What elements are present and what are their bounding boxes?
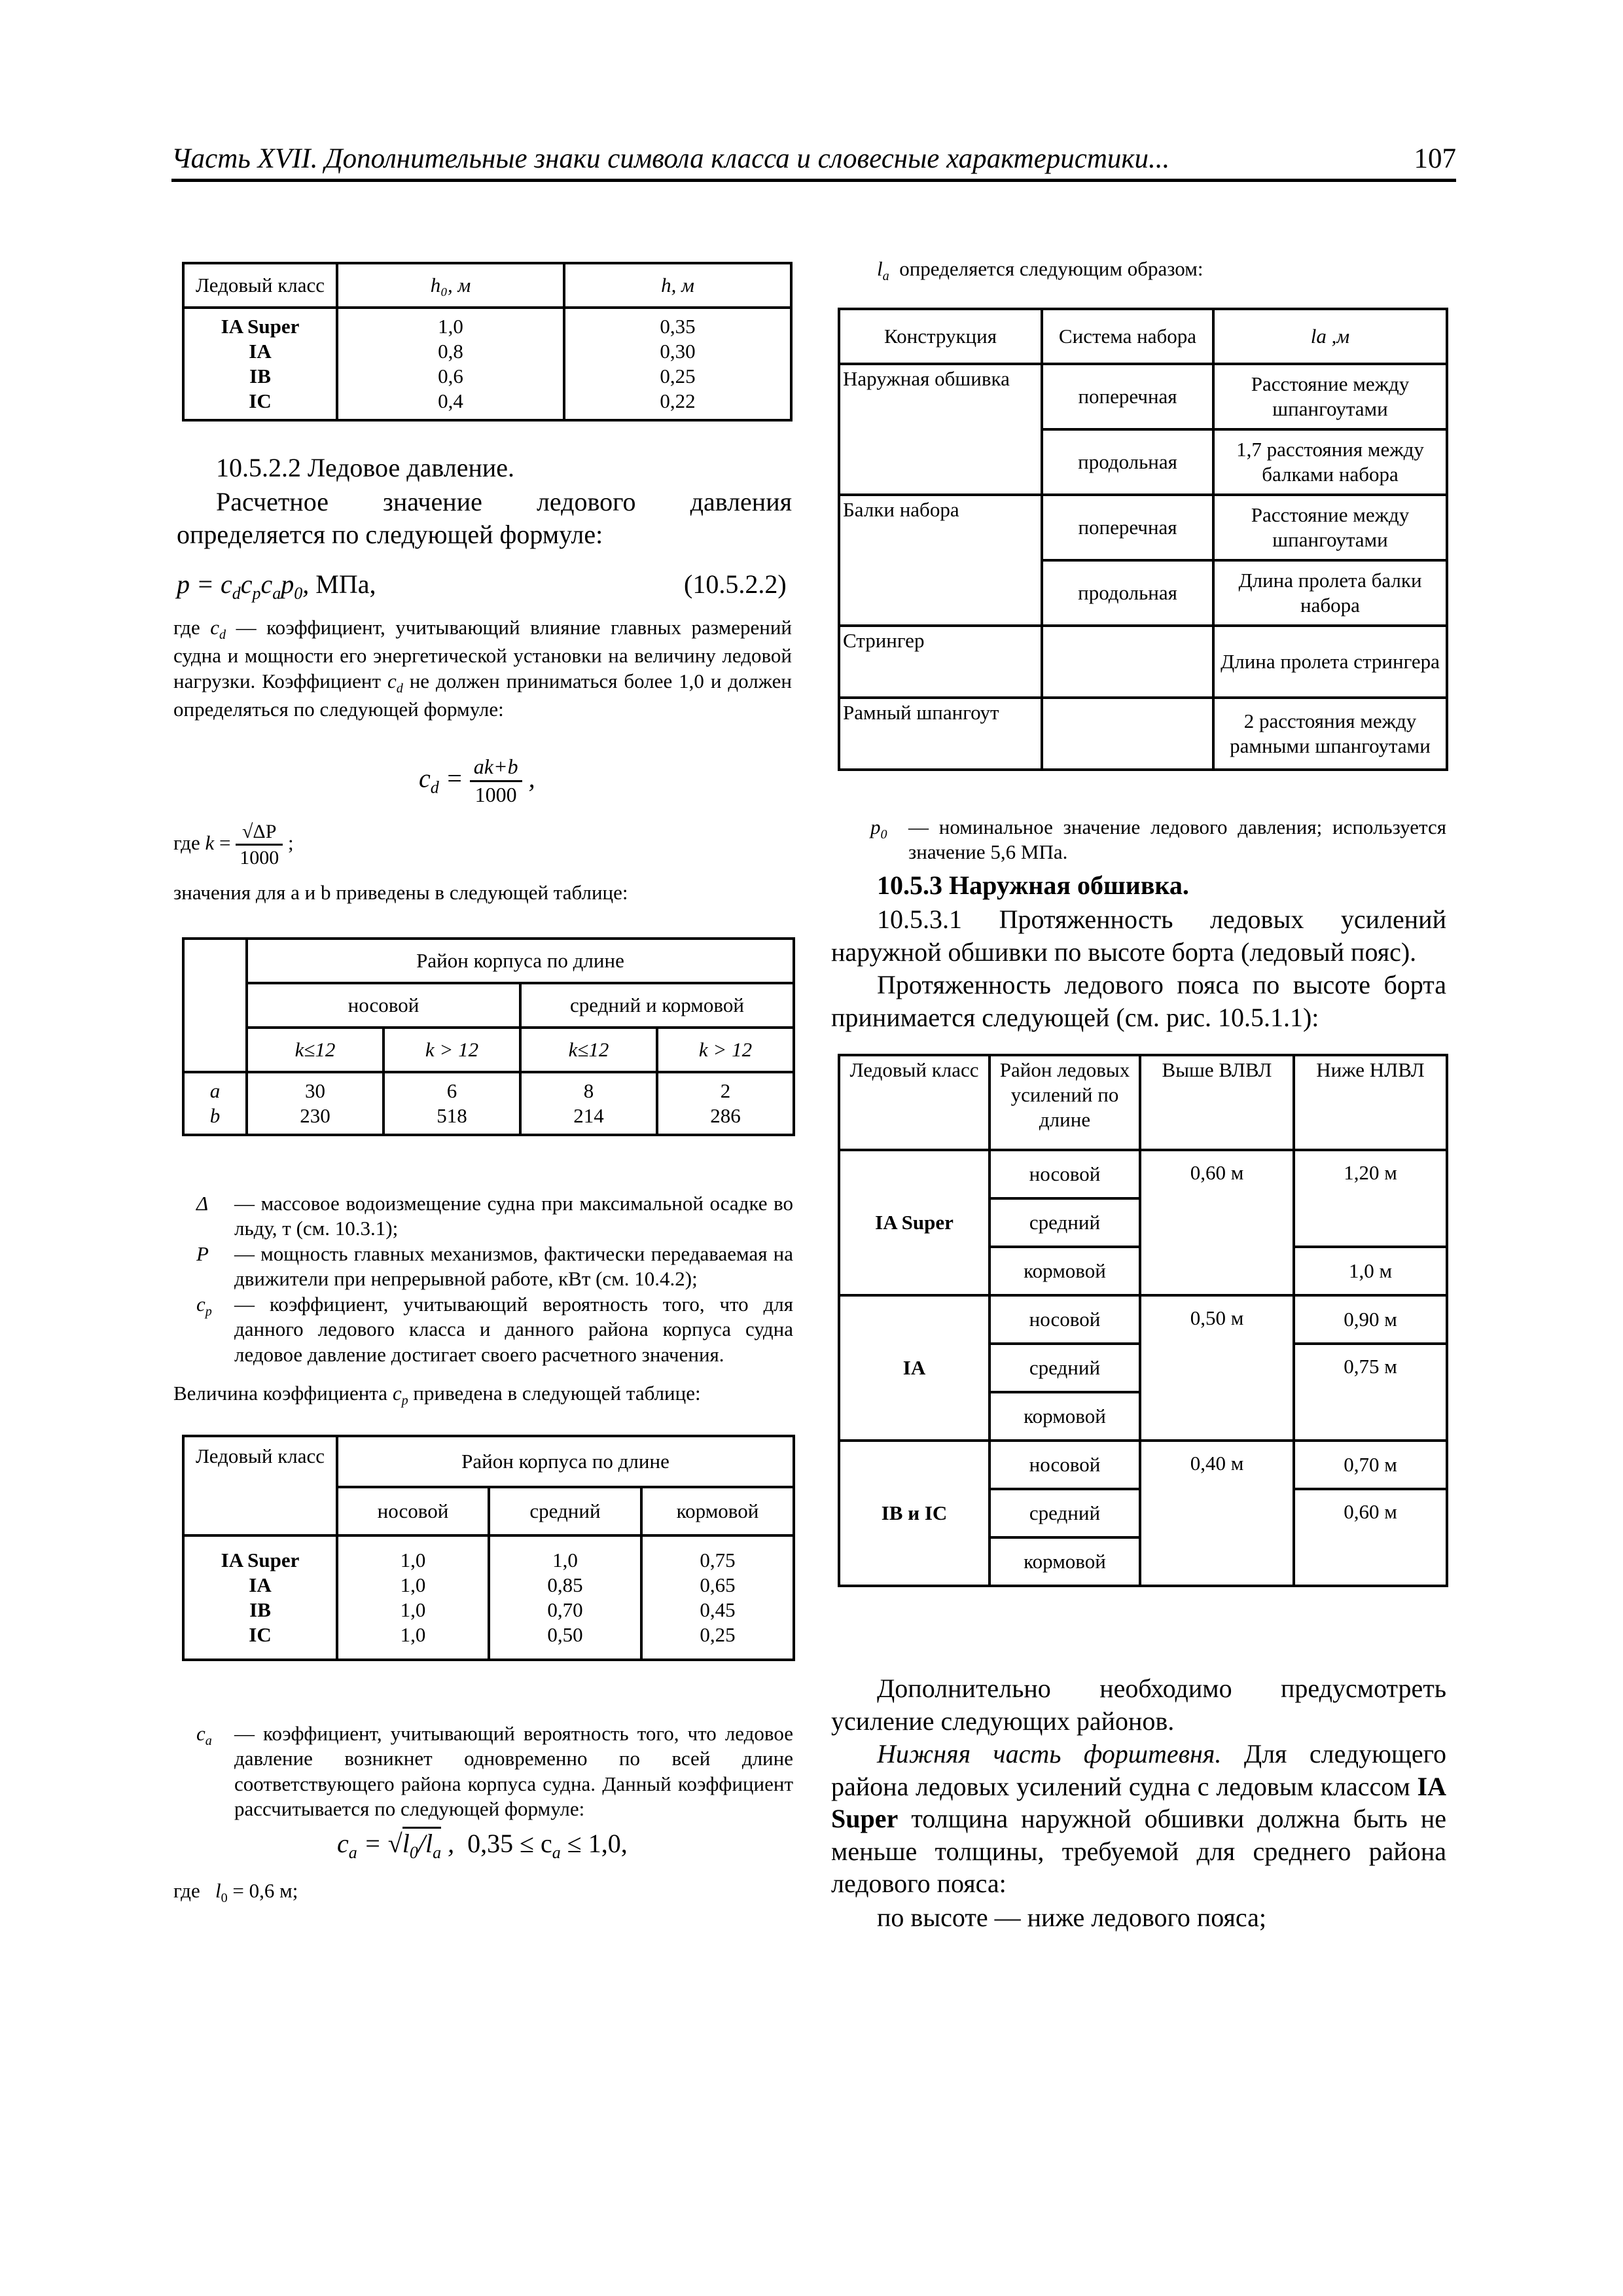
table-cell: 0,75 м xyxy=(1294,1344,1447,1441)
table-cell: 1,7 расстояния между балками набора xyxy=(1213,429,1447,495)
table-cell: 1,0 xyxy=(552,1549,578,1572)
th-region: Район ледовых усилений по длине xyxy=(990,1055,1140,1150)
forefoot-title: Нижняя часть форштевня. xyxy=(877,1739,1222,1768)
table-cell: 518 xyxy=(437,1104,467,1127)
table-cell: 0,25 xyxy=(660,365,696,387)
section-heading-10531: 10.5.3.1 Протяженность ледовых усилений наружной обшивки по высоте борта (ледовый пояс). xyxy=(831,905,1446,967)
table-cell: IB и IC xyxy=(839,1441,990,1586)
table-cell: Длина пролета стрингера xyxy=(1213,626,1447,698)
table-cell: IB xyxy=(249,365,271,387)
table-cell: 0,30 xyxy=(660,340,696,363)
k-denominator: 1000 xyxy=(240,847,279,869)
ca-desc-text: — коэффициент, учитывающий вероятность того, что ледовое давление возникнет одновременно по всей длине соответствующего района корпуса судна. Данный коэффициент рассчитывается по следующей формуле: xyxy=(234,1722,793,1821)
la-intro: $l_a$ определяется следующим образом: xyxy=(877,257,1204,284)
th-framing: Система набора xyxy=(1042,309,1213,364)
cp-intro-a: Величина коэффициента xyxy=(173,1382,388,1405)
header-title: Часть XVII. Дополнительные знаки символа класса и словесные характеристики... xyxy=(171,143,1170,174)
row-labels: a b xyxy=(183,1072,247,1135)
table-cell: IC xyxy=(249,389,272,412)
table-cell: 1,0 м xyxy=(1294,1247,1447,1295)
table-cell: 214 xyxy=(573,1104,604,1127)
table-cell: IA Super xyxy=(221,315,300,338)
table-cell: 0,60 м xyxy=(1294,1489,1447,1586)
table-cell: 0,70 xyxy=(547,1598,583,1621)
table-cell: средний xyxy=(990,1198,1140,1247)
table-cell: IB xyxy=(249,1598,271,1621)
table-cell: носовой xyxy=(990,1441,1140,1489)
cd-denominator: 1000 xyxy=(474,782,517,806)
table-cell: 0,22 xyxy=(660,389,696,412)
th-construction: Конструкция xyxy=(839,309,1042,364)
page-number: 107 xyxy=(1414,143,1456,174)
table-cell: 2 расстояния между рамными шпангоутами xyxy=(1213,698,1447,770)
table-cell: носовой xyxy=(990,1150,1140,1198)
table-cell: 0,90 м xyxy=(1294,1295,1447,1344)
where-label: где xyxy=(173,1879,200,1902)
table-ice-belt xyxy=(838,1054,1448,1587)
th-region: Район корпуса по длине xyxy=(247,939,794,983)
table-cell: 286 xyxy=(710,1104,741,1127)
th-region: Район корпуса по длине xyxy=(337,1436,794,1487)
table-cell: 0,6 xyxy=(438,365,463,387)
section-heading-10522: 10.5.2.2 Ледовое давление. xyxy=(216,453,515,482)
paragraph-ice-belt: Протяженность ледового пояса по высоте борта принимается следующей (см. рис. 10.5.1.1): xyxy=(831,970,1446,1032)
table-la xyxy=(838,308,1448,771)
table-cell: продольная xyxy=(1042,560,1213,626)
table-cp xyxy=(182,1435,795,1661)
definitions-list: Δ — массовое водоизмещение судна при максимальной осадке во льду, т (см. 10.3.1); P — мощность главных механизмов, фактически передаваемая на движители при непрерывной работе, кВт (см. 10.4.2); $c_p$ — коэффициент, учитывающий вероятность того, что для данного ледового класса и данного района корпуса судна ледовое давление достигает своего расчетного значения. xyxy=(196,1191,793,1367)
table-cell: 0,85 xyxy=(547,1573,583,1597)
table-cell: 230 xyxy=(300,1104,330,1127)
table-cell: 0,60 м xyxy=(1140,1150,1294,1295)
table-cell: 0,70 м xyxy=(1294,1441,1447,1489)
th-ice-class: Ледовый класс xyxy=(183,1436,337,1535)
formula-k: где k = $\frac{√\Delta P}{1000}$ ; xyxy=(173,819,294,870)
formula-text: p = c xyxy=(177,569,232,599)
table-cell: 0,4 xyxy=(438,389,463,412)
table-cell: 0,8 xyxy=(438,340,463,363)
table-cell-empty xyxy=(1294,1198,1447,1247)
paragraph-additional: Дополнительно необходимо предусмотреть усиление следующих районов. xyxy=(831,1674,1446,1736)
table-cell: 1,0 xyxy=(400,1573,426,1597)
table-cell: кормовой xyxy=(990,1247,1140,1295)
table-ice-class-h xyxy=(182,262,793,422)
forefoot-text-end: толщина наружной обшивки должна быть не меньше толщины, требуемой для среднего района ледового пояса: xyxy=(831,1804,1446,1899)
table-cell: IA Super xyxy=(221,1549,300,1572)
table-cell xyxy=(1042,626,1213,698)
th-cond: k > 12 xyxy=(383,1028,520,1072)
th-ice-class: Ледовый класс xyxy=(839,1055,990,1150)
th-mid: средний xyxy=(489,1487,641,1535)
cd-description: где $c_d$ — коэффициент, учитывающий влияние главных размерений судна и мощности его энергетической установки на величину ледовой нагрузки. Коэффициент $c_d$ не должен приниматься более 1,0 и должен определяться по следующей формуле: xyxy=(173,616,793,721)
table-cell: Балки набора xyxy=(839,495,1042,626)
ca-range-end: ≤ 1,0, xyxy=(567,1829,628,1858)
ab-table-intro: значения для a и b приведены в следующей таблице: xyxy=(173,881,628,904)
running-header xyxy=(171,139,1456,182)
k-numerator: √ΔP xyxy=(236,819,283,846)
table-cell: IA xyxy=(249,340,272,363)
th-cond: k > 12 xyxy=(657,1028,794,1072)
forefoot-text: Для следующего района ледовых усилений судна с ледовым классом xyxy=(831,1739,1447,1801)
th-stern: кормовой xyxy=(641,1487,794,1535)
where-label: где xyxy=(173,616,200,639)
th-mid-stern: средний и кормовой xyxy=(520,983,794,1028)
table-corner xyxy=(183,939,247,1072)
th-bow: носовой xyxy=(337,1487,489,1535)
table-cell: носовой xyxy=(990,1295,1140,1344)
th-below: Ниже НЛВЛ xyxy=(1294,1055,1447,1150)
table-cell: 2 xyxy=(720,1079,731,1103)
table-cell: средний xyxy=(990,1489,1140,1537)
table-cell: 6 xyxy=(446,1079,457,1103)
table-cell: 0,75 xyxy=(700,1549,736,1572)
table-cell: IC xyxy=(249,1623,272,1646)
p-description: — мощность главных механизмов, фактически передаваемая на движители при непрерывной работе, кВт (см. 10.4.2); xyxy=(234,1242,793,1291)
table-cell: кормовой xyxy=(990,1537,1140,1586)
table-cell: 8 xyxy=(583,1079,594,1103)
table-cell xyxy=(1042,698,1213,770)
paragraph-height: по высоте — ниже ледового пояса; xyxy=(877,1903,1267,1932)
formula-number: (10.5.2.2) xyxy=(684,569,787,599)
th-ice-class: Ледовый класс xyxy=(183,263,337,308)
table-cell: кормовой xyxy=(990,1392,1140,1441)
th-cond: k≤12 xyxy=(247,1028,383,1072)
table-cell: средний xyxy=(990,1344,1140,1392)
ca-range: 0,35 ≤ c xyxy=(467,1829,552,1858)
l0-definition: где $l_0 = 0,6$ м; xyxy=(173,1879,298,1906)
table-cell: 1,0 xyxy=(400,1549,426,1572)
cp-description: — коэффициент, учитывающий вероятность того, что для данного ледового класса и данного района корпуса судна ледовое давление достигает своего расчетного значения. xyxy=(234,1292,793,1366)
table-cell: продольная xyxy=(1042,429,1213,495)
p0-description: $p_0$ — номинальное значение ледового давления; используется значение 5,6 МПа. xyxy=(870,815,1446,865)
table-cell: 1,0 xyxy=(400,1623,426,1646)
cp-table-intro: Величина коэффициента $c_p$ приведена в следующей таблице: xyxy=(173,1382,701,1408)
p0-desc-text: — номинальное значение ледового давления; используется значение 5,6 МПа. xyxy=(908,816,1446,864)
table-ab xyxy=(182,937,795,1136)
table-cell: IA Super xyxy=(839,1150,990,1295)
cd-numerator: ak+b xyxy=(470,754,522,782)
table-cell: поперечная xyxy=(1042,495,1213,560)
th-cond: k≤12 xyxy=(520,1028,657,1072)
formula-ca: $c_a = √l_0/l_a$ , $0,35 \le c_a \le 1,0$, xyxy=(337,1827,628,1863)
l0-value: = 0,6 м; xyxy=(232,1879,298,1902)
table-cell: 0,50 м xyxy=(1140,1295,1294,1441)
cd-desc-text-2: не должен приниматься более 1,0 и должен определяться по следующей формуле: xyxy=(173,669,793,721)
table-cell: Расстояние между шпангоутами xyxy=(1213,364,1447,429)
th-la: la ,м xyxy=(1213,309,1447,364)
table-cell: 0,45 xyxy=(700,1598,736,1621)
table-cell: Наружная обшивка xyxy=(839,364,1042,495)
cp-intro-b: приведена в следующей таблице: xyxy=(413,1382,701,1405)
table-cell: IA xyxy=(839,1295,990,1441)
table-cell: 0,35 xyxy=(660,315,696,338)
th-h: h, м xyxy=(564,263,791,308)
table-cell: 0,50 xyxy=(547,1623,583,1646)
delta-description: — массовое водоизмещение судна при максимальной осадке во льду, т (см. 10.3.1); xyxy=(234,1192,793,1240)
where-label: где xyxy=(173,831,200,854)
table-cell: поперечная xyxy=(1042,364,1213,429)
table-cell: Длина пролета балки набора xyxy=(1213,560,1447,626)
th-h0: h₀, м xyxy=(337,263,564,308)
table-cell: 0,25 xyxy=(700,1623,736,1646)
table-cell: 1,20 м xyxy=(1294,1150,1447,1198)
la-intro-text: определяется следующим образом: xyxy=(899,257,1204,280)
table-cell: 1,0 xyxy=(438,315,463,338)
formula-pressure: $p = c_dc_pc_ap_0$, МПа, xyxy=(177,569,376,603)
table-cell: Стрингер xyxy=(839,626,1042,698)
table-cell: 1,0 xyxy=(400,1598,426,1621)
paragraph-pressure: Расчетное значение ледового давления определяется по следующей формуле: xyxy=(177,487,792,549)
cd-desc-text: — коэффициент, учитывающий влияние главных размерений судна и мощности его энергетической установки на величину ледовой нагрузки. Коэффициент xyxy=(173,616,793,692)
table-cell: Рамный шпангоут xyxy=(839,698,1042,770)
th-above: Выше ВЛВЛ xyxy=(1140,1055,1294,1150)
table-cell: 30 xyxy=(305,1079,325,1103)
forefoot-class: IA Super xyxy=(831,1771,1446,1834)
section-heading-1053: 10.5.3 Наружная обшивка. xyxy=(877,870,1189,900)
ca-description: $c_a$ — коэффициент, учитывающий вероятность того, что ледовое давление возникнет одновременно по всей длине соответствующего района корпуса судна. Данный коэффициент рассчитывается по следующей формуле: xyxy=(196,1721,793,1822)
table-cell: IA xyxy=(249,1573,272,1597)
paragraph-forefoot xyxy=(831,1738,1446,1900)
th-bow: носовой xyxy=(247,983,520,1028)
formula-cd: $c_d$ = $\frac{ak+b}{1000}$ , xyxy=(419,754,535,808)
formula-unit: МПа, xyxy=(315,569,376,599)
table-cell: Расстояние между шпангоутами xyxy=(1213,495,1447,560)
table-cell: 0,65 xyxy=(700,1573,736,1597)
table-cell: 0,40 м xyxy=(1140,1441,1294,1586)
